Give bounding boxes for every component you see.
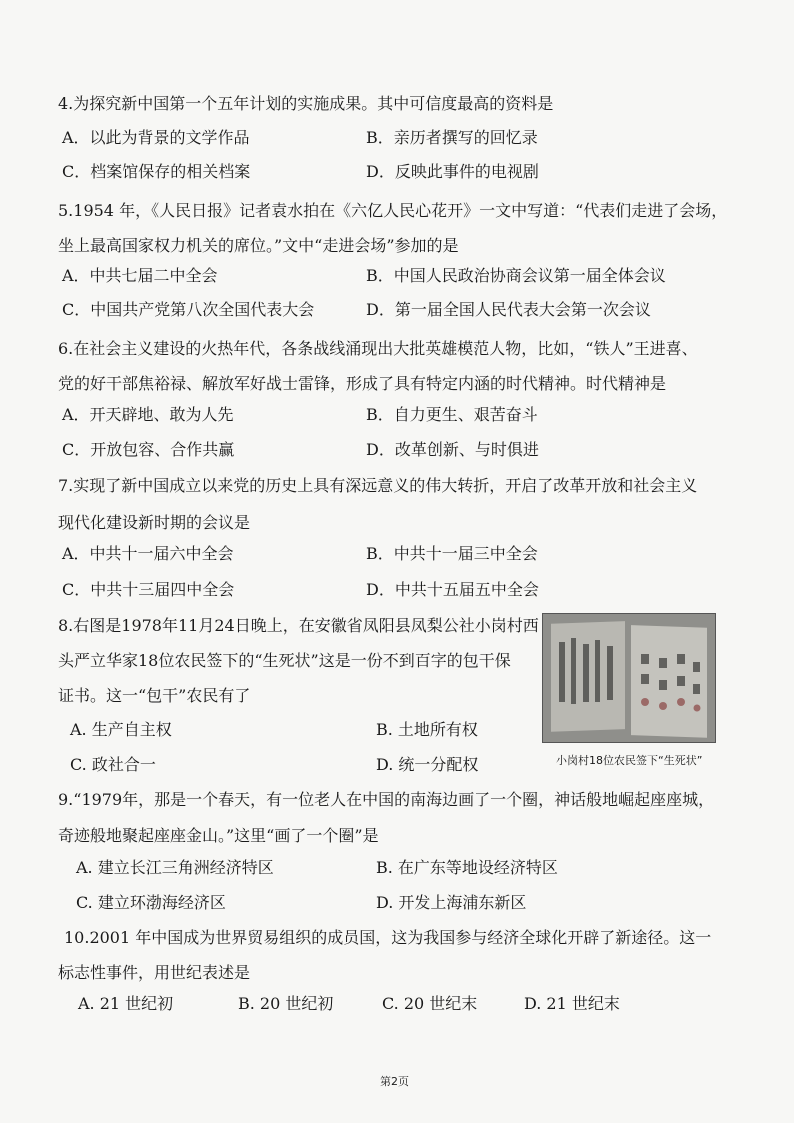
- q4-stem: 4.为探究新中国第一个五年计划的实施成果。其中可信度最高的资料是: [58, 94, 554, 113]
- q8-option-c: C. 政社合一: [70, 755, 156, 774]
- q8-option-d: D. 统一分配权: [376, 755, 479, 774]
- q9-option-c: C. 建立环渤海经济区: [76, 893, 226, 912]
- q4-option-d: D．反映此事件的电视剧: [366, 162, 539, 181]
- q8-option-b: B. 土地所有权: [376, 720, 478, 739]
- q8-option-a: A. 生产自主权: [70, 720, 172, 739]
- q8-stem-line2: 头严立华家18位农民签下的“生死状”这是一份不到百字的包干保: [58, 651, 511, 670]
- q9-option-b: B. 在广东等地设经济特区: [376, 858, 558, 877]
- q7-option-a: A．中共十一届六中全会: [62, 544, 234, 563]
- contract-photo-graphic: [543, 614, 715, 742]
- q6-option-b: B．自力更生、艰苦奋斗: [366, 405, 538, 424]
- q4-option-b: B．亲历者撰写的回忆录: [366, 128, 538, 147]
- q10-option-a: A. 21 世纪初: [78, 994, 174, 1013]
- q5-stem-line2: 坐上最高国家权力机关的席位。”文中“走进会场”参加的是: [58, 236, 459, 255]
- q5-option-c: C．中国共产党第八次全国代表大会: [62, 300, 315, 319]
- q7-option-c: C．中共十三届四中全会: [62, 580, 235, 599]
- q10-stem-line1: 10.2001 年中国成为世界贸易组织的成员国，这为我国参与经济全球化开辟了新途径。这一: [64, 928, 712, 947]
- q5-stem-line1: 5.1954 年，《人民日报》记者袁水拍在《六亿人民心花开》一文中写道：“代表们走进了会场，: [58, 201, 728, 220]
- q6-option-a: A．开天辟地、敢为人先: [62, 405, 234, 424]
- q7-option-d: D．中共十五届五中全会: [366, 580, 539, 599]
- q9-stem-line2: 奇迹般地聚起座座金山。”这里“画了一个圈”是: [58, 826, 379, 845]
- q7-stem-line2: 现代化建设新时期的会议是: [58, 513, 251, 532]
- q9-option-d: D. 开发上海浦东新区: [376, 893, 527, 912]
- q6-stem-line2: 党的好干部焦裕禄、解放军好战士雷锋，形成了具有特定内涵的时代精神。时代精神是: [58, 374, 667, 393]
- q6-stem-line1: 6.在社会主义建设的火热年代，各条战线涌现出大批英雄模范人物，比如，“铁人”王进喜、: [58, 339, 698, 358]
- q4-option-a: A．以此为背景的文学作品: [62, 128, 250, 147]
- q4-option-c: C．档案馆保存的相关档案: [62, 162, 251, 181]
- q10-option-b: B. 20 世纪初: [238, 994, 334, 1013]
- q7-option-b: B．中共十一届三中全会: [366, 544, 538, 563]
- q8-stem-line1: 8.右图是1978年11月24日晚上，在安徽省凤阳县凤梨公社小岗村西: [58, 616, 539, 635]
- page-number: 第2页: [380, 1075, 409, 1088]
- contract-photo: [542, 613, 716, 743]
- q8-stem-line3: 证书。这一“包干”农民有了: [58, 686, 251, 705]
- q10-stem-line2: 标志性事件，用世纪表述是: [58, 963, 251, 982]
- q9-option-a: A. 建立长江三角洲经济特区: [76, 858, 274, 877]
- q9-stem-line1: 9.“1979年，那是一个春天，有一位老人在中国的南海边画了一个圈，神话般地崛起座座城，: [58, 790, 715, 809]
- q6-option-d: D．改革创新、与时俱进: [366, 440, 539, 459]
- q10-option-d: D. 21 世纪末: [524, 994, 620, 1013]
- q5-option-b: B．中国人民政治协商会议第一届全体会议: [366, 266, 666, 285]
- photo-caption: 小岗村18位农民签下“生死状”: [556, 754, 703, 767]
- q7-stem-line1: 7.实现了新中国成立以来党的历史上具有深远意义的伟大转折，开启了改革开放和社会主义: [58, 476, 698, 495]
- q6-option-c: C．开放包容、合作共赢: [62, 440, 235, 459]
- q10-option-c: C. 20 世纪末: [382, 994, 478, 1013]
- q5-option-d: D．第一届全国人民代表大会第一次会议: [366, 300, 651, 319]
- q5-option-a: A．中共七届二中全会: [62, 266, 218, 285]
